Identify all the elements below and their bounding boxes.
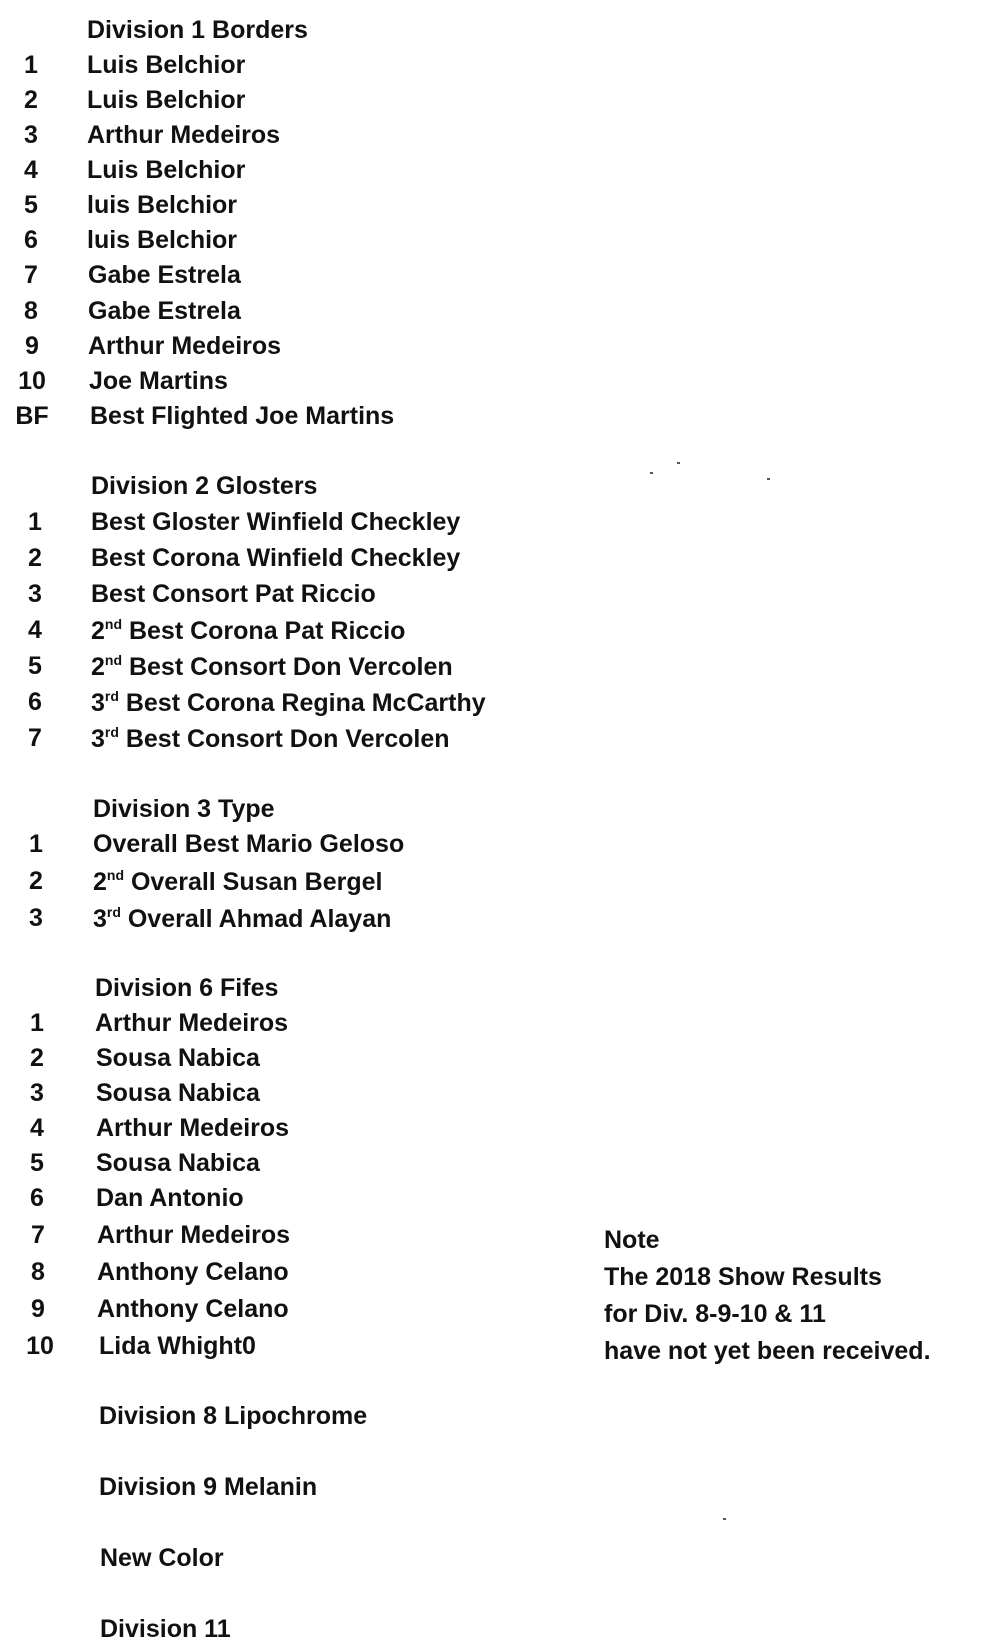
place-number: 1	[29, 830, 43, 858]
entry-name: Sousa Nabica	[96, 1044, 260, 1072]
entry-name: Lida Whight0	[99, 1332, 256, 1360]
entry-name: 2nd Best Consort Don Vercolen	[91, 652, 453, 681]
division-8-title: Division 8 Lipochrome	[99, 1402, 368, 1430]
place-number: 1	[28, 508, 42, 536]
entry-name: Luis Belchior	[87, 156, 246, 184]
place-number: 1	[24, 51, 38, 79]
entry-name: 3rd Overall Ahmad Alayan	[93, 904, 392, 933]
entry-name: Arthur Medeiros	[97, 1221, 291, 1249]
place-number: 1	[30, 1009, 44, 1037]
entry-name: Arthur Medeiros	[87, 121, 281, 149]
place-number: 7	[31, 1221, 45, 1249]
scan-speck	[650, 472, 653, 474]
place-number: 3	[24, 121, 38, 149]
entry-name: luis Belchior	[87, 191, 238, 219]
place-number: 3	[28, 580, 42, 608]
place-number: 7	[24, 261, 38, 289]
entry-name: Luis Belchior	[87, 51, 246, 79]
note-heading: Note	[604, 1226, 660, 1254]
place-number: 5	[30, 1149, 44, 1177]
entry-name: Overall Best Mario Geloso	[93, 830, 405, 858]
scan-speck	[677, 462, 680, 464]
entry-name: Joe Martins	[89, 367, 228, 395]
division-title: Division 3 Type	[93, 795, 275, 823]
place-number: 9	[31, 1295, 45, 1323]
entry-name: Sousa Nabica	[96, 1149, 260, 1177]
note-line: have not yet been received.	[604, 1337, 931, 1365]
place-number: 8	[24, 297, 38, 325]
place-number: 7	[28, 724, 42, 752]
division-title: Division 6 Fifes	[95, 974, 279, 1002]
note-block	[604, 1222, 931, 1370]
place-number: 10	[26, 1332, 54, 1360]
entry-name: Anthony Celano	[97, 1258, 289, 1286]
entry-name: 3rd Best Consort Don Vercolen	[91, 724, 450, 753]
place-number: 2	[24, 86, 38, 114]
scan-speck	[723, 1518, 726, 1520]
entry-name: Best Corona Winfield Checkley	[91, 544, 461, 572]
entry-name: Gabe Estrela	[88, 261, 241, 289]
place-number: 10	[18, 367, 46, 395]
entry-name: Arthur Medeiros	[88, 332, 282, 360]
place-number: 2	[28, 544, 42, 572]
new-color-title: New Color	[100, 1544, 224, 1572]
entry-name: Arthur Medeiros	[96, 1114, 290, 1142]
place-number: 3	[29, 904, 43, 932]
note-line: The 2018 Show Results	[604, 1263, 882, 1291]
entry-name: 2nd Overall Susan Bergel	[93, 867, 383, 896]
division-9-title: Division 9 Melanin	[99, 1473, 318, 1501]
entry-name: Dan Antonio	[96, 1184, 244, 1212]
entry-name: Arthur Medeiros	[95, 1009, 289, 1037]
place-number: 5	[28, 652, 42, 680]
place-number: 2	[29, 867, 43, 895]
place-number: BF	[15, 402, 49, 430]
place-number: 2	[30, 1044, 44, 1072]
place-number: 6	[30, 1184, 44, 1212]
scan-speck	[767, 478, 770, 480]
place-number: 5	[24, 191, 38, 219]
entry-name: Best Gloster Winfield Checkley	[91, 508, 461, 536]
place-number: 4	[28, 616, 42, 644]
entry-name: Sousa Nabica	[96, 1079, 260, 1107]
note-line: for Div. 8-9-10 & 11	[604, 1300, 826, 1328]
place-number: 6	[28, 688, 42, 716]
place-number: 6	[24, 226, 38, 254]
entry-name: Anthony Celano	[97, 1295, 289, 1323]
place-number: 8	[31, 1258, 45, 1286]
entry-name: 3rd Best Corona Regina McCarthy	[91, 688, 486, 717]
division-11-title: Division 11	[100, 1615, 231, 1643]
entry-name: luis Belchior	[87, 226, 238, 254]
division-title: Division 2 Glosters	[91, 472, 318, 500]
place-number: 9	[25, 332, 39, 360]
entry-name: Luis Belchior	[87, 86, 246, 114]
entry-name: Gabe Estrela	[88, 297, 241, 325]
place-number: 4	[24, 156, 38, 184]
division-title: Division 1 Borders	[87, 16, 308, 44]
entry-name: Best Consort Pat Riccio	[91, 580, 376, 608]
place-number: 3	[30, 1079, 44, 1107]
entry-name: 2nd Best Corona Pat Riccio	[91, 616, 406, 645]
entry-name: Best Flighted Joe Martins	[90, 402, 395, 430]
place-number: 4	[30, 1114, 44, 1142]
